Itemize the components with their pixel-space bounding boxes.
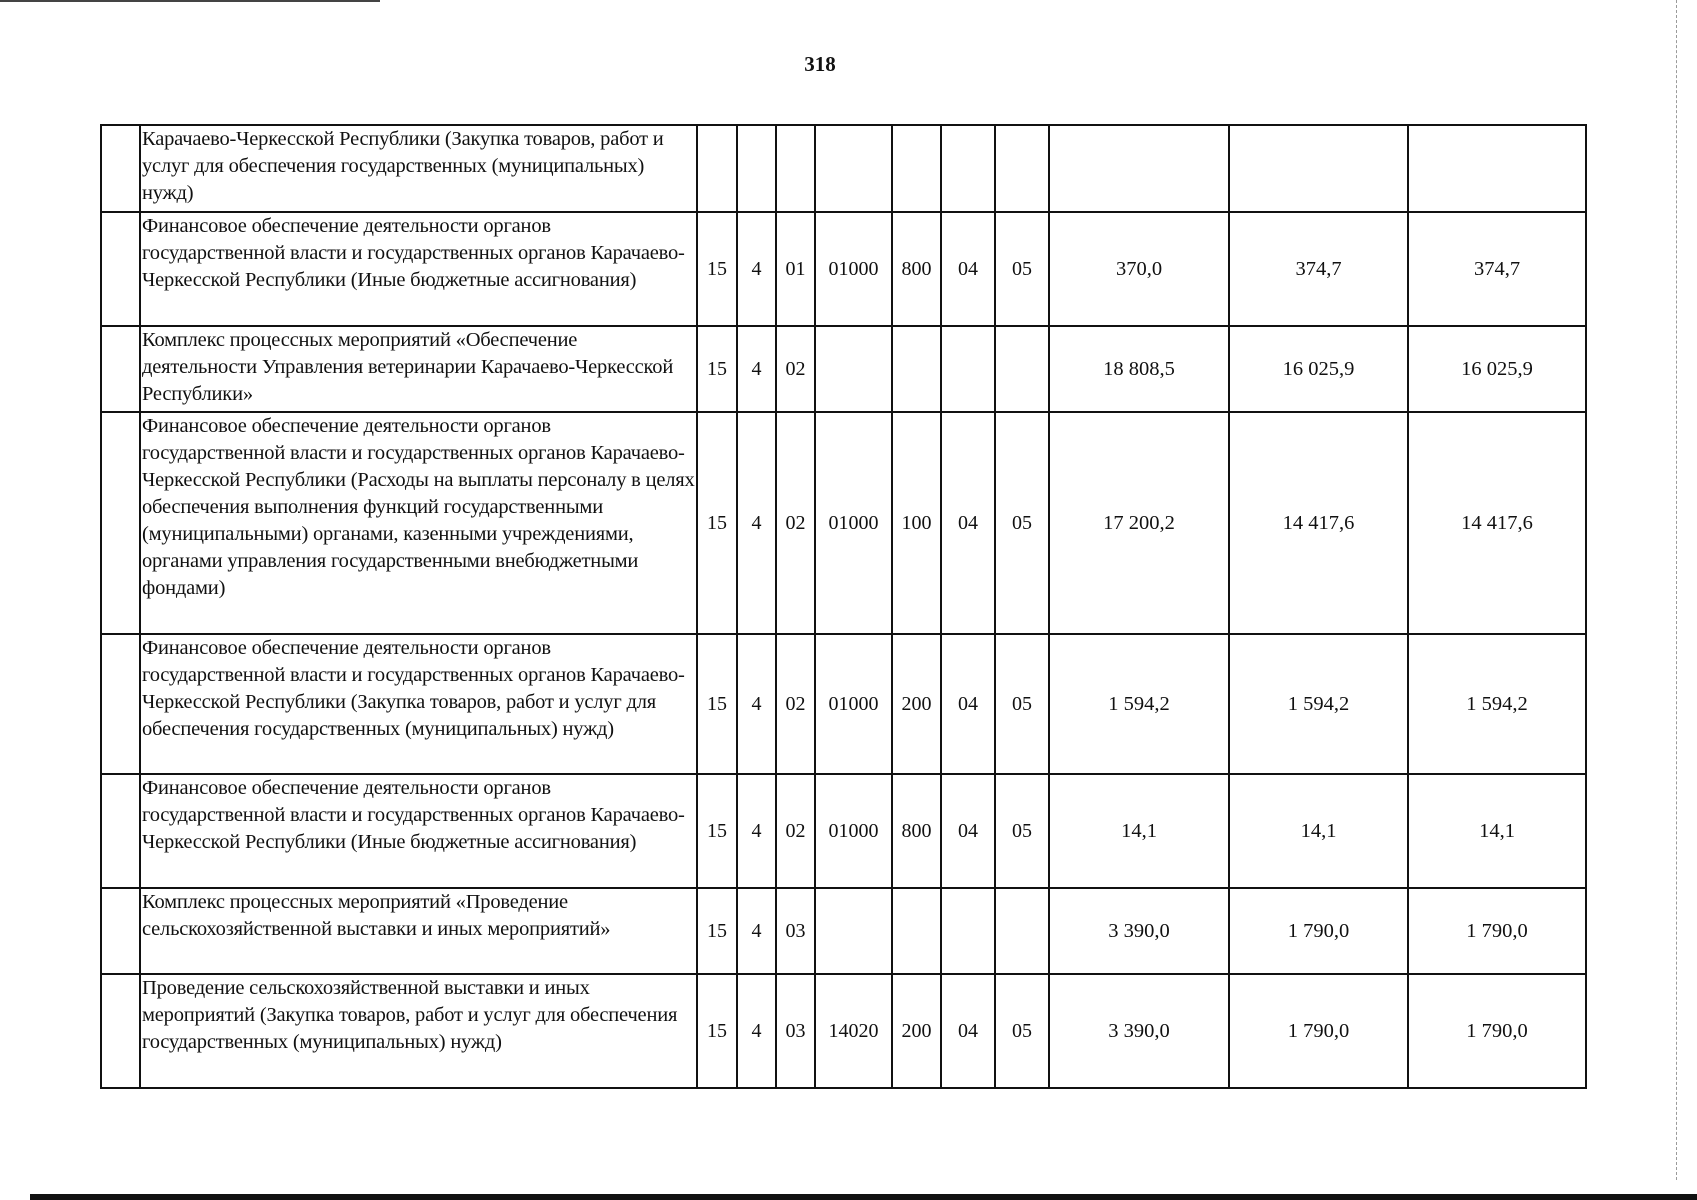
amount-cell: 1 790,0 <box>1229 974 1408 1088</box>
amount-cell: 14,1 <box>1408 774 1586 888</box>
code-cell <box>941 888 995 974</box>
code-cell: 04 <box>941 774 995 888</box>
code-cell <box>941 125 995 212</box>
code-cell: 4 <box>737 212 776 326</box>
row-number-cell <box>101 974 140 1088</box>
code-cell: 04 <box>941 412 995 634</box>
amount-cell: 374,7 <box>1229 212 1408 326</box>
code-cell: 05 <box>995 774 1049 888</box>
code-cell: 15 <box>697 974 737 1088</box>
code-cell: 14020 <box>815 974 892 1088</box>
code-cell: 04 <box>941 634 995 774</box>
code-cell: 4 <box>737 888 776 974</box>
code-cell: 04 <box>941 974 995 1088</box>
amount-cell: 18 808,5 <box>1049 326 1229 412</box>
row-number-cell <box>101 212 140 326</box>
code-cell: 02 <box>776 634 815 774</box>
amount-cell: 1 594,2 <box>1049 634 1229 774</box>
code-cell: 02 <box>776 774 815 888</box>
amount-cell: 3 390,0 <box>1049 974 1229 1088</box>
code-cell <box>697 125 737 212</box>
code-cell <box>995 888 1049 974</box>
code-cell: 01000 <box>815 212 892 326</box>
row-number-cell <box>101 412 140 634</box>
code-cell <box>892 888 941 974</box>
table-row <box>101 412 1586 634</box>
amount-cell: 14 417,6 <box>1229 412 1408 634</box>
code-cell <box>737 125 776 212</box>
scan-edge-line <box>1676 0 1677 1180</box>
code-cell: 4 <box>737 774 776 888</box>
code-cell: 05 <box>995 974 1049 1088</box>
amount-cell: 14 417,6 <box>1408 412 1586 634</box>
amount-cell <box>1408 125 1586 212</box>
code-cell: 200 <box>892 634 941 774</box>
code-cell: 4 <box>737 326 776 412</box>
page-number: 318 <box>804 52 836 76</box>
amount-cell <box>1229 125 1408 212</box>
description-cell: Проведение сельскохозяйственной выставки и иных мероприятий (Закупка товаров, работ и услуг для обеспечения государственных (муниципальных) нужд) <box>140 974 697 1088</box>
row-number-cell <box>101 888 140 974</box>
code-cell <box>995 326 1049 412</box>
description-cell: Комплекс процессных мероприятий «Проведение сельскохозяйственной выставки и иных мероприятий» <box>140 888 697 974</box>
amount-cell: 370,0 <box>1049 212 1229 326</box>
code-cell: 02 <box>776 326 815 412</box>
code-cell <box>815 326 892 412</box>
code-cell: 800 <box>892 212 941 326</box>
code-cell: 4 <box>737 634 776 774</box>
amount-cell: 1 790,0 <box>1229 888 1408 974</box>
row-number-cell <box>101 326 140 412</box>
code-cell <box>776 125 815 212</box>
description-cell: Финансовое обеспечение деятельности органов государственной власти и государственных органов Карачаево-Черкесской Республики (Закупка товаров, работ и услуг для обеспечения государственных (муниципальных) нужд) <box>140 634 697 774</box>
code-cell: 01000 <box>815 774 892 888</box>
amount-cell: 1 594,2 <box>1408 634 1586 774</box>
code-cell: 4 <box>737 974 776 1088</box>
amount-cell: 16 025,9 <box>1229 326 1408 412</box>
code-cell: 01 <box>776 212 815 326</box>
code-cell: 03 <box>776 888 815 974</box>
code-cell: 15 <box>697 634 737 774</box>
code-cell: 15 <box>697 326 737 412</box>
row-number-cell <box>101 125 140 212</box>
code-cell: 05 <box>995 412 1049 634</box>
code-cell: 03 <box>776 974 815 1088</box>
code-cell: 15 <box>697 412 737 634</box>
code-cell: 4 <box>737 412 776 634</box>
description-cell: Финансовое обеспечение деятельности органов государственной власти и государственных органов Карачаево-Черкесской Республики (Иные бюджетные ассигнования) <box>140 774 697 888</box>
description-cell: Финансовое обеспечение деятельности органов государственной власти и государственных органов Карачаево-Черкесской Республики (Расходы на выплаты персоналу в целях обеспечения выполнения функций государственными (муниципальными) органами, казенными учреждениями, органами управления государственными внебюджетными фондами) <box>140 412 697 634</box>
code-cell <box>892 125 941 212</box>
table-row <box>101 974 1586 1088</box>
table-row <box>101 888 1586 974</box>
amount-cell: 1 790,0 <box>1408 974 1586 1088</box>
amount-cell: 14,1 <box>1049 774 1229 888</box>
code-cell <box>995 125 1049 212</box>
table-row <box>101 125 1586 212</box>
amount-cell <box>1049 125 1229 212</box>
code-cell: 15 <box>697 212 737 326</box>
amount-cell: 374,7 <box>1408 212 1586 326</box>
code-cell: 02 <box>776 412 815 634</box>
amount-cell: 3 390,0 <box>1049 888 1229 974</box>
amount-cell: 1 790,0 <box>1408 888 1586 974</box>
amount-cell: 17 200,2 <box>1049 412 1229 634</box>
description-cell: Комплекс процессных мероприятий «Обеспечение деятельности Управления ветеринарии Карачаево-Черкесской Республики» <box>140 326 697 412</box>
table-row <box>101 212 1586 326</box>
code-cell: 05 <box>995 634 1049 774</box>
code-cell: 200 <box>892 974 941 1088</box>
code-cell: 15 <box>697 774 737 888</box>
amount-cell: 14,1 <box>1229 774 1408 888</box>
table-row <box>101 326 1586 412</box>
amount-cell: 1 594,2 <box>1229 634 1408 774</box>
code-cell: 01000 <box>815 634 892 774</box>
table-row <box>101 634 1586 774</box>
scan-bottom-bar <box>30 1194 1697 1200</box>
scan-top-rule <box>0 0 380 2</box>
code-cell <box>892 326 941 412</box>
description-cell: Финансовое обеспечение деятельности органов государственной власти и государственных органов Карачаево-Черкесской Республики (Иные бюджетные ассигнования) <box>140 212 697 326</box>
row-number-cell <box>101 634 140 774</box>
budget-table <box>100 124 1587 1089</box>
code-cell: 800 <box>892 774 941 888</box>
code-cell <box>815 888 892 974</box>
row-number-cell <box>101 774 140 888</box>
description-cell: Карачаево-Черкесской Республики (Закупка товаров, работ и услуг для обеспечения государственных (муниципальных) нужд) <box>140 125 697 212</box>
code-cell: 01000 <box>815 412 892 634</box>
code-cell: 15 <box>697 888 737 974</box>
table-row <box>101 774 1586 888</box>
code-cell: 04 <box>941 212 995 326</box>
code-cell: 05 <box>995 212 1049 326</box>
code-cell <box>815 125 892 212</box>
code-cell: 100 <box>892 412 941 634</box>
amount-cell: 16 025,9 <box>1408 326 1586 412</box>
code-cell <box>941 326 995 412</box>
